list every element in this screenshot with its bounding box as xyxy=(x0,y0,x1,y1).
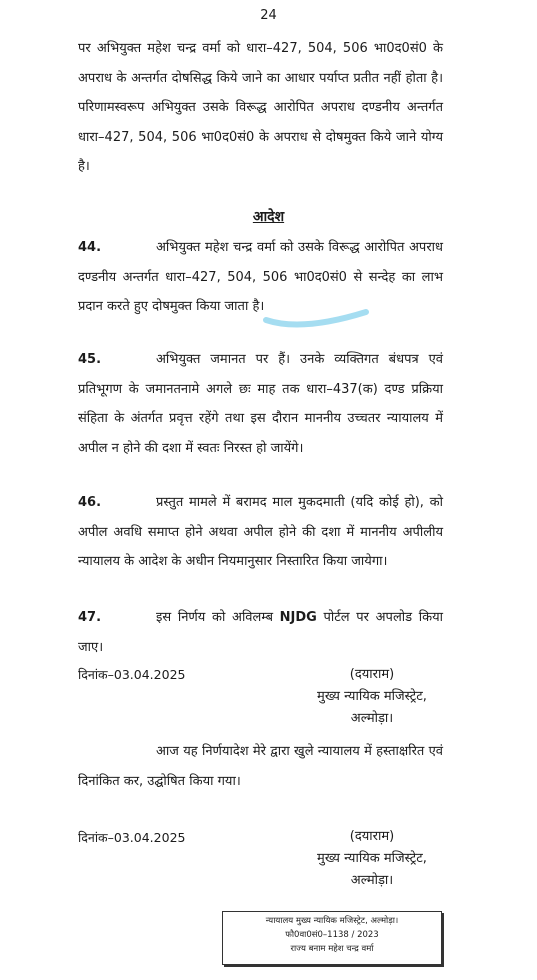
signatory-designation: मुख्य न्यायिक मजिस्ट्रेट, xyxy=(317,851,427,866)
pronouncement-paragraph: आज यह निर्णयादेश मेरे द्वारा खुले न्यायालय में हस्ताक्षरित एवं दिनांकित कर, उद्घोषित किया गया। xyxy=(78,744,443,789)
paragraph-text: इस निर्णय को अविलम्ब xyxy=(156,610,280,625)
signature-block xyxy=(298,664,446,730)
order-paragraph-44 xyxy=(78,233,443,322)
signatory-designation: मुख्य न्यायिक मजिस्ट्रेट, xyxy=(317,689,427,704)
order-paragraph-46 xyxy=(78,488,443,577)
signature-block xyxy=(298,826,446,892)
date-line: दिनांक–03.04.2025 xyxy=(78,667,186,682)
signatory-name: (दयाराम) xyxy=(349,829,395,844)
paragraph-number: 45. xyxy=(78,352,102,367)
date-line: दिनांक–03.04.2025 xyxy=(78,830,186,845)
order-paragraph-45 xyxy=(78,345,443,463)
order-heading: आदेश xyxy=(252,209,285,225)
paragraph-number: 47. xyxy=(78,610,102,625)
order-paragraph-47 xyxy=(78,603,443,662)
paragraph-text: अभियुक्त महेश चन्द्र वर्मा को उसके विरूद्ध आरोपित अपराध दण्डनीय अन्तर्गत धारा–427, 504, 506 भा0द0सं0 से सन्देह का लाभ प्रदान करते हुए दोषमुक्त किया जाता है। xyxy=(78,240,443,314)
paragraph-text: पोर्टल पर अपलोड किया जाए। xyxy=(78,610,443,655)
signatory-name: (दयाराम) xyxy=(349,667,395,682)
paragraph-text: प्रस्तुत मामले में बरामद माल मुकदमाती (यदि कोई हो), को अपील अवधि समाप्त होने अथवा अपील होने की दशा में माननीय अपीलीय न्यायालय के आदेश के अधीन नियमानुसार निस्तारित किया जायेगा। xyxy=(78,495,443,569)
case-stamp xyxy=(222,911,442,965)
signatory-place: अल्मोड़ा। xyxy=(350,711,394,726)
stamp-court: न्यायालय मुख्य न्यायिक मजिस्ट्रेट, अल्मोड़ा। xyxy=(265,916,399,926)
paragraph-number: 46. xyxy=(78,495,102,510)
paragraph-text: अभियुक्त जमानत पर हैं। उनके व्यक्तिगत बंधपत्र एवं प्रतिभूगण के जमानतनामे अगले छः माह तक धारा–437(क) दण्ड प्रक्रिया संहिता के अंतर्गत प्रवृत्त रहेंगे तथा इस दौरान माननीय उच्चतर न्यायालय में अपील न होने की दशा में स्वतः निरस्त हो जायेंगे। xyxy=(78,352,443,456)
paragraph-number: 44. xyxy=(78,240,102,255)
signatory-place: अल्मोड़ा। xyxy=(350,873,394,888)
intro-paragraph: पर अभियुक्त महेश चन्द्र वर्मा को धारा–427, 504, 506 भा0द0सं0 के अपराध के अन्तर्गत दोषसिद्ध किये जाने का आधार पर्याप्त प्रतीत नहीं होता है। परिणामस्वरूप अभियुक्त उसके विरूद्ध आरोपित अपराध दण्डनीय अन्तर्गत धारा–427, 504, 506 भा0द0सं0 के अपराध से दोषमुक्त किये जाने योग्य है। xyxy=(78,41,443,174)
page-number: 24 xyxy=(260,8,277,23)
stamp-parties: राज्य बनाम महेश चन्द्र वर्मा xyxy=(290,944,374,954)
stamp-case-number: फौ0वा0सं0–1138 / 2023 xyxy=(285,930,379,940)
njdg-label: NJDG xyxy=(279,610,317,625)
